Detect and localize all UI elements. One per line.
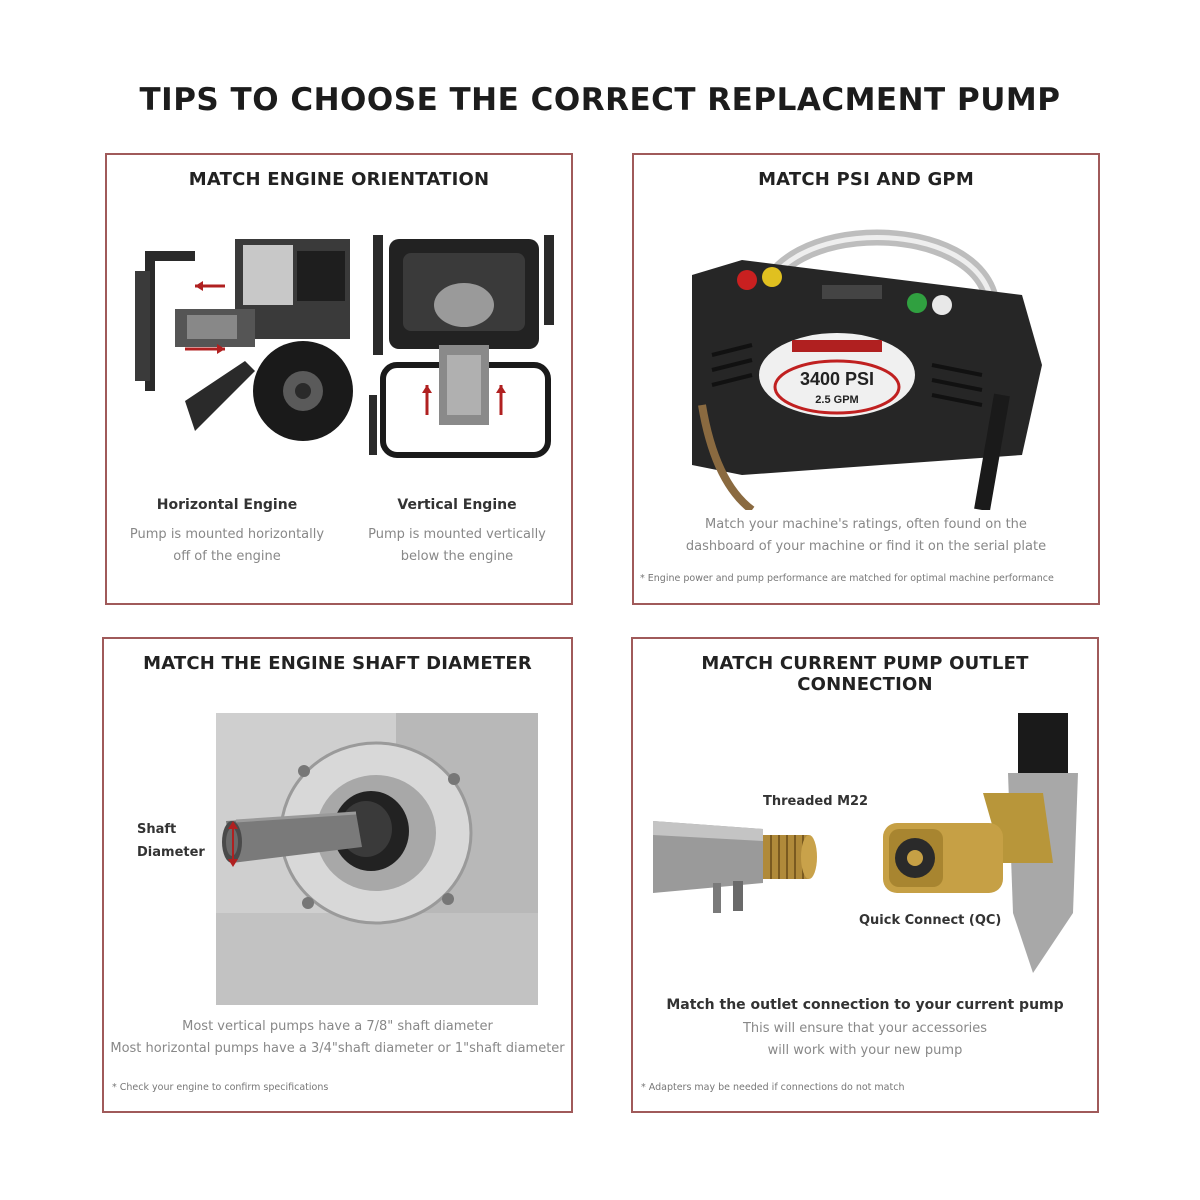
shaft-callout-line-2: Diameter [137,845,205,860]
panel-title: MATCH THE ENGINE SHAFT DIAMETER [143,653,532,674]
vertical-engine-label: Vertical Engine [397,497,517,513]
quick-connect-label: Quick Connect (QC) [859,913,1002,928]
panel-shaft-diameter [102,637,573,1113]
horizontal-engine-photo [125,231,355,451]
dashboard-psi-text: 3400 PSI [799,369,875,389]
diameter-arrow-icon [221,819,245,869]
panel-outlet-connection [631,637,1099,1113]
psi-footnote: * Engine power and pump performance are matched for optimal machine performance [640,573,1054,584]
outlet-footnote: * Adapters may be needed if connections do not match [641,1082,905,1093]
shaft-callout-line-1: Shaft [137,822,177,837]
horizontal-engine-label: Horizontal Engine [156,497,298,513]
horizontal-engine-desc-2: off of the engine [173,549,281,564]
page-title: TIPS TO CHOOSE THE CORRECT REPLACMENT PUMP [139,82,1061,118]
panel-engine-orientation [105,153,573,605]
shaft-desc-2: Most horizontal pumps have a 3/4"shaft diameter or 1"shaft diameter [110,1041,565,1056]
shaft-desc-1: Most vertical pumps have a 7/8" shaft diameter [182,1019,493,1034]
panel-title: MATCH ENGINE ORIENTATION [188,169,490,190]
engine-shaft-photo [216,713,538,1005]
outlet-desc-2: will work with your new pump [767,1043,963,1058]
psi-desc-1: Match your machine's ratings, often found on the [705,517,1027,532]
threaded-m22-photo [653,811,833,931]
shaft-footnote: * Check your engine to confirm specifications [112,1082,329,1093]
vertical-engine-photo [369,235,564,460]
panel-title: MATCH CURRENT PUMP OUTLET CONNECTION [701,653,1029,695]
vertical-engine-desc-1: Pump is mounted vertically [368,527,546,542]
quick-connect-photo [883,713,1083,973]
dashboard-photo [692,205,1062,510]
vertical-engine-desc-2: below the engine [400,549,514,564]
horizontal-engine-desc-1: Pump is mounted horizontally [129,527,325,542]
threaded-m22-label: Threaded M22 [763,794,869,809]
outlet-desc-1: This will ensure that your accessories [742,1021,988,1036]
panel-title: MATCH PSI AND GPM [758,169,974,190]
outlet-bold-caption: Match the outlet connection to your current pump [666,997,1064,1013]
psi-desc-2: dashboard of your machine or find it on the serial plate [685,539,1047,554]
dashboard-gpm-text: 2.5 GPM [815,394,859,406]
panel-psi-gpm [632,153,1100,605]
